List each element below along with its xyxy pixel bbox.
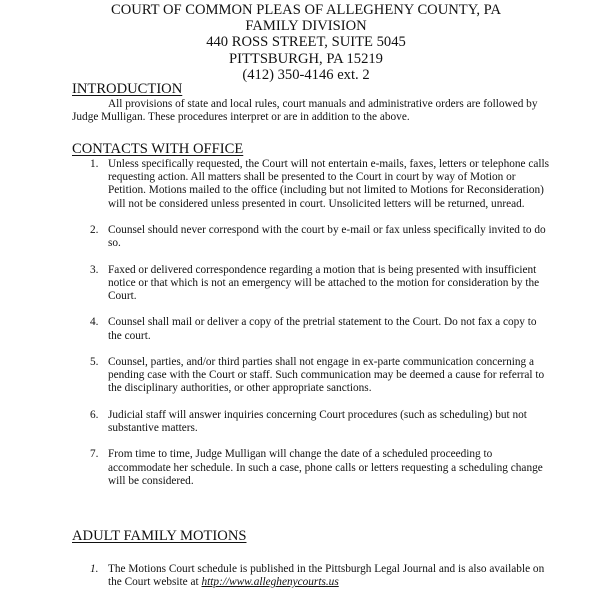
item-text: Counsel should never correspond with the court by e-mail or fax unless specifically invited to do so.: [108, 224, 546, 250]
item-text: From time to time, Judge Mulligan will change the date of a scheduled proceeding to accommodate her schedule. In such a case, phone calls or letters requesting a scheduling change will be considered.: [108, 448, 543, 487]
introduction-heading: INTRODUCTION: [72, 81, 183, 97]
introduction-text: All provisions of state and local rules, court manuals and administrative orders are followed by Judge Mulligan. These procedures interpret or are in addition to the above.: [72, 98, 538, 124]
adult-family-motions-list: [90, 563, 552, 603]
item-number: 2.: [90, 224, 99, 236]
item-text: The Motions Court schedule is published in the Pittsburgh Legal Journal and is also available on the Court website at: [108, 563, 545, 589]
item-number: 3.: [90, 263, 99, 276]
court-header: [0, 2, 612, 83]
court-website-link[interactable]: http://www.alleghenycourts.us: [201, 576, 339, 589]
list-item: [90, 356, 552, 396]
list-item: [90, 409, 552, 435]
item-text: Counsel, parties, and/or third parties shall not engage in ex-parte communication concerning a pending case with the Court or staff. Such communication may be deemed a cause for referral to the disciplinary authorities, or other appropriate sanctions.: [108, 355, 545, 395]
item-text: Unless specifically requested, the Court will not entertain e-mails, faxes, letters or telephone calls requesting action. All matters shall be presented to the Court in court by way of Motion or Petition. Motions mailed to the office (including but not limited to Motions for Reconsideration) will not be considered unless presented in court. Unsolicited letters will be returned, unread.: [108, 158, 550, 210]
item-number: 1.: [90, 563, 99, 575]
list-item: [90, 158, 552, 211]
court-name: COURT OF COMMON PLEAS OF ALLEGHENY COUNTY, PA: [111, 2, 501, 18]
phone-number: (412) 350-4146 ext. 2: [242, 66, 370, 83]
list-item: [90, 563, 552, 589]
list-item: [90, 264, 552, 304]
list-item: [90, 316, 552, 342]
adult-family-motions-heading: ADULT FAMILY MOTIONS: [72, 528, 247, 544]
list-item: [90, 448, 552, 488]
item-number: 6.: [90, 408, 99, 421]
item-number: 7.: [90, 448, 99, 461]
item-number: 4.: [90, 316, 99, 329]
item-text: Judicial staff will answer inquiries concerning Court procedures (such as scheduling) but not substantive matters.: [108, 408, 527, 434]
item-text: Counsel shall mail or deliver a copy of the pretrial statement to the Court. Do not fax a copy to the court.: [108, 316, 537, 342]
introduction-paragraph: [72, 98, 552, 124]
contacts-heading: CONTACTS WITH OFFICE: [72, 141, 244, 157]
contacts-list: [90, 158, 552, 501]
item-text: Faxed or delivered correspondence regarding a motion that is being presented with insufficient notice or that which is not an emergency will be attached to the motion for consideration by the Court.: [108, 263, 540, 302]
street-address: 440 ROSS STREET, SUITE 5045: [206, 34, 406, 51]
list-item: [90, 224, 552, 250]
division-name: FAMILY DIVISION: [245, 18, 367, 35]
item-number: 5.: [90, 355, 99, 368]
city-state-zip: PITTSBURGH, PA 15219: [229, 50, 383, 67]
item-number: 1.: [90, 158, 99, 170]
